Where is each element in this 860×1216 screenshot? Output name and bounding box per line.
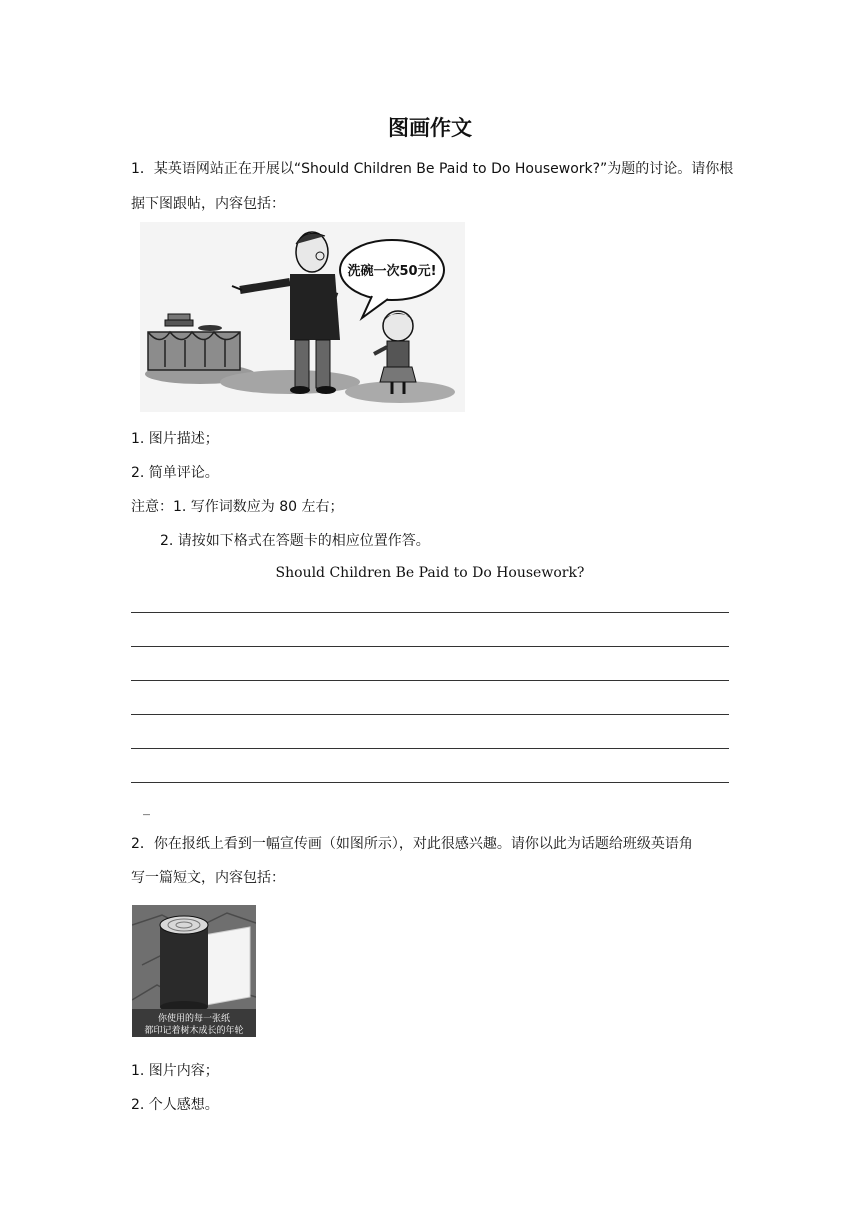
answer-trailing-mark: _ — [143, 800, 150, 816]
essay-title: Should Children Be Paid to Do Housework? — [275, 565, 585, 581]
q1-prompt-line-2: 据下图跟帖，内容包括： — [131, 196, 285, 212]
q1-item-2: 2. 简单评论。 — [131, 465, 219, 481]
answer-line — [131, 782, 729, 783]
q1-note-2: 2. 请按如下格式在答题卡的相应位置作答。 — [160, 533, 430, 549]
q1-prompt-line-1: 1．某英语网站正在开展以“Should Children Be Paid to Do Housework?”为题的讨论。请你根 — [131, 161, 734, 177]
answer-line — [131, 714, 729, 715]
q2-item-2: 2. 个人感想。 — [131, 1097, 219, 1113]
q1-item-1: 1. 图片描述； — [131, 431, 219, 447]
answer-line — [131, 748, 729, 749]
poster-caption-line-1: 你使用的每一张纸 — [157, 1014, 231, 1024]
answer-line — [131, 646, 729, 647]
answer-line — [131, 680, 729, 681]
page-title: 图画作文 — [388, 116, 472, 140]
q2-prompt-line-2: 写一篇短文，内容包括： — [131, 870, 285, 886]
q2-item-1: 1. 图片内容； — [131, 1063, 219, 1079]
speech-bubble-text: 洗碗一次50元! — [347, 264, 437, 279]
q2-prompt-line-1: 2．你在报纸上看到一幅宣传画（如图所示），对此很感兴趣。请你以此为话题给班级英语角 — [131, 836, 693, 852]
q1-cartoon-illustration — [140, 222, 465, 412]
q2-poster-illustration — [132, 905, 256, 1037]
poster-caption-line-2: 都印记着树木成长的年轮 — [144, 1026, 244, 1036]
q1-note-1: 注意：1. 写作词数应为 80 左右； — [131, 499, 344, 515]
answer-line — [131, 612, 729, 613]
